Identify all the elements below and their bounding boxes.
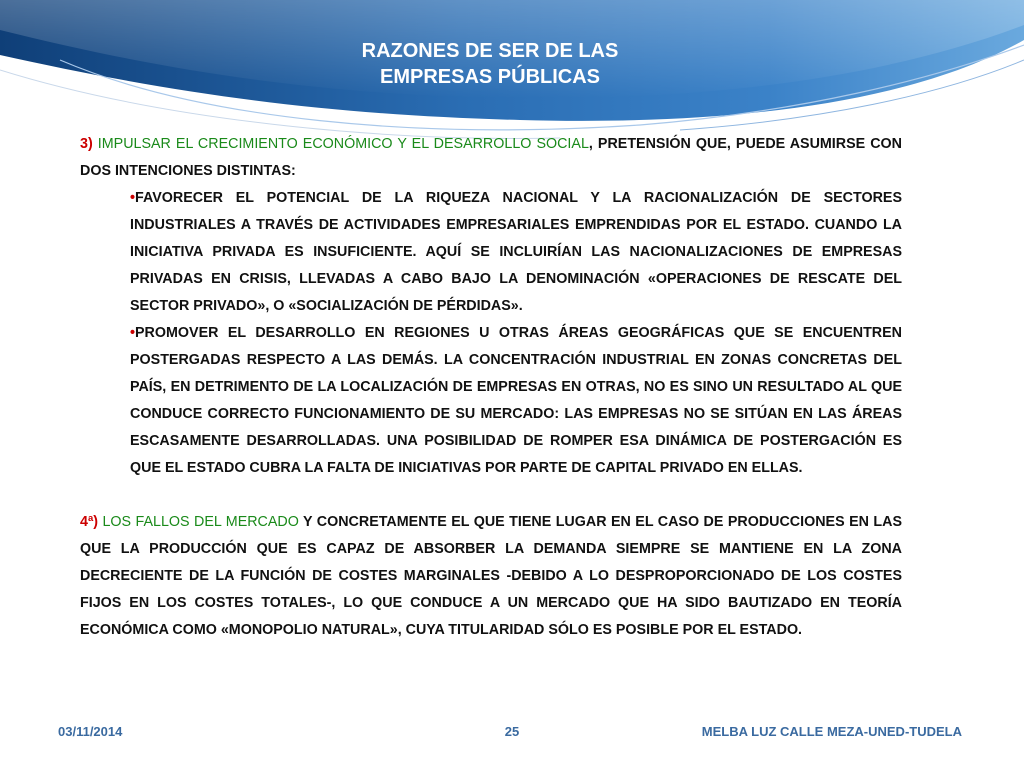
section-3-intro-text: , PRETENSIÓN QUE, PUEDE ASUMIRSE CON DOS INTENCIONES DISTINTAS: (80, 136, 902, 179)
section-3-heading: IMPULSAR EL CRECIMIENTO ECONÓMICO Y EL DESARROLLO SOCIAL (97, 136, 589, 152)
footer-author: MELBA LUZ CALLE MEZA-UNED-TUDELA (701, 724, 962, 739)
section-4-body: Y CONCRETAMENTE EL QUE TIENE LUGAR EN EL CASO DE PRODUCCIONES EN LAS QUE LA PRODUCCIÓN QUE ES CAPAZ DE ABSORBER LA DEMANDA SIEMPRE SE MANTIENE EN LA ZONA DECRECIENTE DE LA FUNCIÓN DE COSTES MARGINALES -DEBIDO A LO DESPROPORCIONADO DE LOS COSTES FIJOS EN LOS COSTES TOTALES-, LO QUE CONDUCE A UN MERCADO QUE HA SIDO BAUTIZADO EN TEORÍA ECONÓMICA COMO «MONOPOLIO NATURAL», CUYA TITULARIDAD SÓLO ES POSIBLE POR EL ESTADO. (80, 514, 902, 638)
section-3-bullet-list (130, 185, 902, 482)
bullet-icon: • (130, 190, 136, 206)
title-line-1: RAZONES DE SER DE LAS (361, 40, 619, 62)
list-item (130, 320, 902, 482)
slide-body (80, 131, 902, 644)
bullet-text: PROMOVER EL DESARROLLO EN REGIONES U OTRAS ÁREAS GEOGRÁFICAS QUE SE ENCUENTREN POSTERGADAS RESPECTO A LAS DEMÁS. LA CONCENTRACIÓN INDUSTRIAL EN ZONAS CONCRETAS DEL PAÍS, EN DETRIMENTO DE LA LOCALIZACIÓN DE EMPRESAS EN OTRAS, NO ES SINO UN RESULTADO AL QUE CONDUCE CORRECTO FUNCIONAMIENTO DE SU MERCADO: LAS EMPRESAS NO SE SITÚAN EN LAS ÁREAS ESCASAMENTE DESARROLLADAS. UNA POSIBILIDAD DE ROMPER ESA DINÁMICA DE POSTERGACIÓN ES QUE EL ESTADO CUBRA LA FALTA DE INICIATIVAS POR PARTE DE CAPITAL PRIVADO EN ELLAS. (130, 325, 902, 476)
title-line-2: EMPRESAS PÚBLICAS (379, 66, 601, 88)
footer-date: 03/11/2014 (58, 724, 123, 739)
section-4-paragraph (80, 509, 902, 644)
section-4-number: 4ª) (80, 514, 99, 530)
list-item (130, 185, 902, 320)
section-3-intro (80, 131, 902, 185)
bullet-icon: • (130, 325, 136, 341)
slide-title (240, 38, 740, 90)
spacer (80, 482, 902, 509)
section-4-heading: LOS FALLOS DEL MERCADO (102, 514, 299, 530)
footer-page-number: 25 (504, 724, 520, 739)
bullet-text: FAVORECER EL POTENCIAL DE LA RIQUEZA NACIONAL Y LA RACIONALIZACIÓN DE SECTORES INDUSTRIALES A TRAVÉS DE ACTIVIDADES EMPRESARIALES EMPRENDIDAS POR EL ESTADO. CUANDO LA INICIATIVA PRIVADA ES INSUFICIENTE. AQUÍ SE INCLUIRÍAN LAS NACIONALIZACIONES DE EMPRESAS PRIVADAS EN CRISIS, LLEVADAS A CABO BAJO LA DENOMINACIÓN «OPERACIONES DE RESCATE DEL SECTOR PRIVADO», O «SOCIALIZACIÓN DE PÉRDIDAS». (130, 190, 902, 314)
section-3-number: 3) (80, 136, 93, 152)
